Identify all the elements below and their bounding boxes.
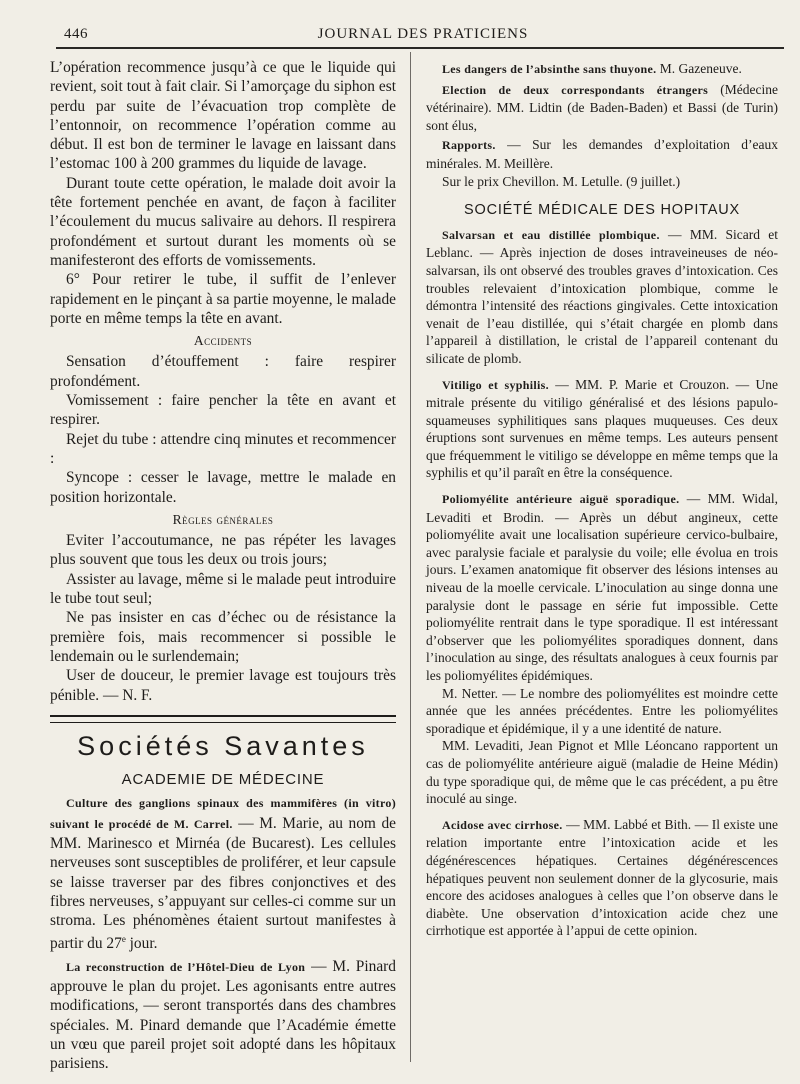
societe-medicale-heading: SOCIÉTÉ MÉDICALE DES HOPITAUX xyxy=(464,202,740,219)
entry-body: — M. Pinard approuve le plan du projet. Les agonisants entre autres modifications, — seront transportés dans des chambres spéciales. M. Pinard demande que l’Académie émette un vœu que pareil projet soit adopté dans les hôpitaux parisiens. xyxy=(50,957,396,1073)
entry-title: Culture des ganglions spinaux des mammifères (in vitro) suivant le procédé de M. Carrel. xyxy=(50,796,396,831)
entry-culture-ganglions xyxy=(50,793,396,954)
entry-body-end: jour. xyxy=(125,935,158,953)
accident-item: Sensation d’étouffement : faire respirer profondément. xyxy=(50,353,396,390)
regle-item: Assister au lavage, même si le malade peut introduire le tube tout seul; xyxy=(50,570,396,608)
entry-netter: M. Netter. — Le nombre des poliomyélites est moindre cette année que les années précédentes. Entre les poliomyélites sporadique et épidémique, il y a une identité de nature. xyxy=(426,685,778,736)
page-header xyxy=(62,20,784,46)
entry-reconstruction xyxy=(50,957,396,1074)
entry-poliomyelite xyxy=(426,490,778,685)
accident-item: Syncope : cesser le lavage, mettre le malade en position horizontale. xyxy=(50,469,396,506)
entry-levaditi: MM. Levaditi, Jean Pignot et Mlle Léoncano rapportent un cas de poliomyélite antérieure aiguë (maladie de Heine Médin) du type sporadique qui, de même que le cas précédent, a pu être inoculé au singe. xyxy=(426,738,778,807)
left-column xyxy=(50,58,396,1074)
regle-item: Ne pas insister en cas d’échec ou de résistance la première fois, mais recommencer si possible le lendemain ou le surlendemain; xyxy=(50,609,396,665)
entry-absinthe xyxy=(426,60,778,79)
entry-vitiligo xyxy=(426,376,778,483)
academie-heading: ACADEMIE DE MÉDECINE xyxy=(121,771,325,789)
entry-title: Election de deux correspondants étrangers xyxy=(442,82,709,97)
entry-body: — MM. P. Marie et Crouzon. — Une mitrale présente du vitiligo généralisé et des lésions papulo-squameuses syphilitiques sans plaques muqueuses. Ces deux éruptions sont survenues en même temps. Les auteurs pensent que fréquemment le vitiligo se développe en même temps que la syphilis et qu’il paraît en être la conséquence. xyxy=(426,376,778,481)
column-divider xyxy=(410,52,411,1062)
entry-prix-chevillon: Sur le prix Chevillon. M. Letulle. (9 juillet.) xyxy=(442,173,681,189)
entry-title: Salvarsan et eau distillée plombique. xyxy=(442,227,660,242)
accidents-heading: Accidents xyxy=(193,333,253,349)
entry-title: La reconstruction de l’Hôtel-Dieu de Lyon xyxy=(66,959,306,974)
entry-title: Poliomyélite antérieure aiguë sporadique. xyxy=(442,492,680,507)
entry-salvarsan xyxy=(426,226,778,368)
entry-body: — Sur les demandes d’exploitation d’eaux minérales. M. Meillère. xyxy=(426,137,778,171)
entry-body: — MM. Widal, Levaditi et Brodin. — Après un début angineux, cette poliomyélite avait une localisation supérieure cervico-bulbaire, avec paralysie faciale et paralysie du voile; elle évolua en trois jours. L’examen anatomique fit observer des lésions intenses au niveau de la moelle cervicale. L’inoculation au singe donna une paralysie dont le passage en série fut impossible. Cette poliomyélite rentrait dans le type sporadique. Il est intéressant d’observer que les poliomyélites sporadiques donnent, dans l’inoculation au singe, des résultats analogues à ceux fournis par les poliomyélites épidémiques. xyxy=(426,491,778,683)
entry-title: Rapports. xyxy=(442,138,496,153)
header-rule xyxy=(56,47,784,49)
paragraph-operation: L’opération recommence jusqu’à ce que le liquide qui revient, soit tout à fait clair. Si l’amorçage du siphon est perdu par suite de l’évacuation trop complète de l’entonnoir, on recommence l’opération comme au début. Il est bon de terminer le lavage en laissant dans l’estomac 100 à 200 grammes du liquide de lavage. xyxy=(50,59,396,173)
entry-body: (Médecine vétérinaire). MM. Lidtin (de Baden-Baden) et Bassi (de Turin) sont élus, xyxy=(426,81,779,133)
entry-title: Acidose avec cirrhose. xyxy=(442,817,563,832)
entry-acidose xyxy=(426,816,778,940)
entry-title: Vitiligo et syphilis. xyxy=(442,377,549,392)
accident-item: Rejet du tube : attendre cinq minutes et recommencer : xyxy=(50,430,396,467)
section-double-rule xyxy=(50,715,396,723)
page-number: 446 xyxy=(64,26,88,42)
superscript: e xyxy=(121,934,126,945)
accident-item: Vomissement : faire pencher la tête en avant et respirer. xyxy=(50,392,396,429)
regle-item: Eviter l’accoutumance, ne pas répéter les lavages plus souvent que tous les deux ou trois jours; xyxy=(50,532,396,569)
paragraph-retirer-tube: 6° Pour retirer le tube, il suffit de l’enlever rapidement en le pinçant à sa partie moyenne, le malade porte en même temps la tête en avant. xyxy=(50,271,396,327)
entry-body: — MM. Sicard et Leblanc. — Après injection de doses intraveineuses de néo-salvarsan, ils ont observé des troubles graves d’intoxication. Ces troubles relevaient d’intoxication plombique, comme le démontra l’intensité des réactions gingivales. Cette intoxication venait de l’eau distillée, qui s’était chargée en plomb dans l’appareil à distillation, le cristal de l’appareil contenant du silicate de plomb. xyxy=(426,226,778,366)
entry-rapports xyxy=(426,136,778,172)
entry-body: — MM. Labbé et Bith. — Il existe une relation importante entre l’intoxication acide et les dégénérescences hépatiques. Certaines dégénérescences hépatiques peuvent non seulement donner de la glycosurie, mais encore des acidoses analogues à celles que l’on observe dans le diabète. Une observation d’intoxication acide chez une cirrhotique est apportée à l’appui de cette opinion. xyxy=(426,816,779,939)
entry-title: Les dangers de l’absinthe sans thuyone. xyxy=(442,62,657,76)
societes-savantes-title: Sociétés Savantes xyxy=(77,730,369,761)
paragraph-durant: Durant toute cette opération, le malade doit avoir la tête fortement penchée en avant, de façon à faciliter l’écoulement du mucus salivaire au dehors. Il respirera profondément et surtout durant les moments où se manifesteront des efforts de vomissements. xyxy=(50,174,396,269)
right-column xyxy=(426,58,778,940)
journal-title: JOURNAL DES PRATICIENS xyxy=(317,26,529,42)
entry-body: — M. Marie, au nom de MM. Marinesco et Mirnéa (de Bucarest). Les cellules nerveuses sont susceptibles de proliférer, et leur capsule se laisse traverser par des fibres conjonctives et des fibres nerveuses, s’appuyant sur celles-ci comme sur un stroma. Les phénomènes étaient surtout manifestes à partir du 27 xyxy=(50,814,396,953)
regle-item: User de douceur, le premier lavage est toujours très pénible. — N. F. xyxy=(50,667,396,704)
entry-body: M. Gazeneuve. xyxy=(656,61,742,76)
entry-election xyxy=(426,81,778,135)
regles-heading: Règles générales xyxy=(172,511,274,527)
